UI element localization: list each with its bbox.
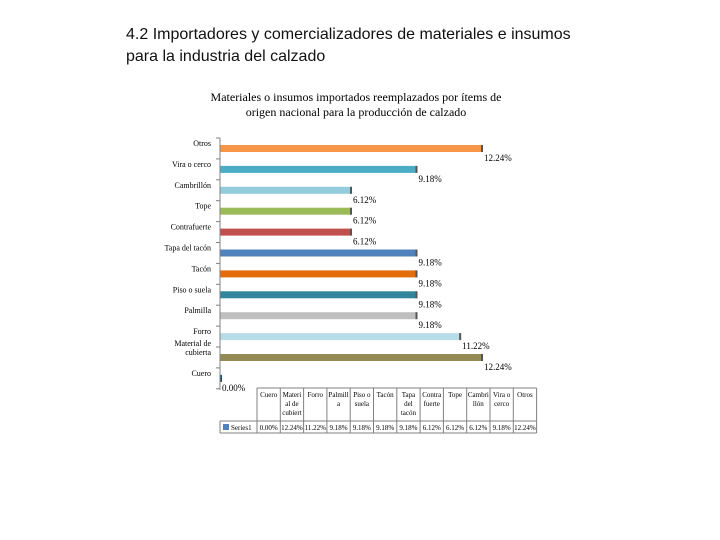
table-value-4: 9.18% <box>352 424 371 432</box>
bar-tac-n <box>220 270 417 277</box>
bars <box>220 145 483 382</box>
category-label-tac-n: Tacón <box>191 264 211 274</box>
category-label-piso-o-suela: Piso o suela <box>172 285 211 295</box>
table-value-8: 6.12% <box>446 424 465 432</box>
table-header-6-1: del <box>404 400 413 408</box>
bar-piso-o-suela <box>220 291 417 298</box>
bar-otros <box>220 145 482 152</box>
bar-end-piso-o-suela <box>416 291 418 298</box>
table-value-9: 6.12% <box>469 424 488 432</box>
table-header-9-1: llón <box>472 400 484 408</box>
table-header-7-0: Contra <box>422 391 442 399</box>
table-header-3-1: a <box>336 400 341 408</box>
bar-contrafuerte <box>220 229 351 236</box>
category-label-tapa-del-tac-n: Tapa del tacón <box>164 243 211 253</box>
value-label-otros: 12.24% <box>484 153 512 163</box>
table-value-10: 9.18% <box>492 424 511 432</box>
bar-end-contrafuerte <box>350 229 352 236</box>
table-value-7: 6.12% <box>422 424 441 432</box>
table-header-10-0: Vira o <box>493 391 511 399</box>
category-label-cuero: Cuero <box>191 368 211 378</box>
category-label-otros: Otros <box>193 139 211 148</box>
chart-title <box>211 90 502 119</box>
value-label-material-de-cubierta: 12.24% <box>484 362 512 372</box>
category-label-palmilla: Palmilla <box>184 306 211 316</box>
value-label-contrafuerte: 6.12% <box>353 236 377 247</box>
bar-end-palmilla <box>416 312 418 319</box>
data-table <box>220 388 537 433</box>
category-label-tope: Tope <box>195 201 211 211</box>
table-value-6: 9.18% <box>399 424 418 432</box>
legend-key <box>223 424 229 430</box>
table-header-5-0: Tacón <box>376 391 394 399</box>
table-header-11-0: Otros <box>517 391 533 399</box>
bar-material-de-cubierta <box>220 354 482 361</box>
table-value-11: 12.24% <box>514 424 536 432</box>
bar-palmilla <box>220 312 417 319</box>
table-header-2-0: Forro <box>307 391 324 399</box>
category-label-material-de-cubierta-2: cubierta <box>185 348 211 357</box>
table-header-8-0: Tope <box>448 391 463 399</box>
value-label-cuero: 0.00% <box>222 382 246 393</box>
page-heading-line-2: para la industria del calzado <box>126 48 326 65</box>
table-value-0: 0.00% <box>259 424 278 432</box>
bar-vira-o-cerco <box>220 166 417 173</box>
table-header-6-2: tacón <box>400 409 417 417</box>
chart-title-line-1: Materiales o insumos importados reemplazados por ítems de <box>210 90 502 104</box>
category-labels <box>164 139 211 378</box>
value-label-tac-n: 9.18% <box>418 278 442 289</box>
table-header-1-0: Materi <box>282 391 302 399</box>
chart-title-line-2: origen nacional para la producción de calzado <box>245 105 467 119</box>
table-header-1-2: cubiert <box>282 409 302 417</box>
bar-end-vira-o-cerco <box>416 166 418 173</box>
table-header-9-0: Cambri <box>467 391 489 399</box>
page-heading-line-1: 4.2 Importadores y comercializadores de materiales e insumos <box>126 26 571 43</box>
bar-end-cambrill-n <box>350 187 352 194</box>
bar-end-tapa-del-tac-n <box>416 250 418 257</box>
category-label-forro: Forro <box>193 327 211 337</box>
value-label-tope: 6.12% <box>353 215 377 226</box>
bar-end-material-de-cubierta <box>481 354 483 361</box>
value-label-forro: 11.22% <box>462 341 490 352</box>
value-label-piso-o-suela: 9.18% <box>418 299 442 310</box>
bar-end-forro <box>459 333 461 340</box>
bar-end-tac-n <box>416 270 418 277</box>
table-header-1-1: al de <box>285 400 299 408</box>
bar-tapa-del-tac-n <box>220 250 417 257</box>
category-axis <box>216 138 220 390</box>
value-label-palmilla: 9.18% <box>418 320 442 331</box>
value-label-tapa-del-tac-n: 9.18% <box>418 257 442 268</box>
table-header-7-1: fuerte <box>423 400 440 408</box>
category-label-vira-o-cerco: Vira o cerco <box>171 159 211 169</box>
table-value-1: 12.24% <box>281 424 303 432</box>
category-label-material-de-cubierta-1: Material de <box>174 339 211 348</box>
table-header-0-0: Cuero <box>260 391 278 399</box>
table-header-4-0: Piso o <box>353 391 371 399</box>
table-value-2: 11.22% <box>304 424 326 432</box>
bar-tope <box>220 208 351 215</box>
table-header-6-0: Tapa <box>401 391 416 399</box>
table-value-5: 9.18% <box>376 424 395 432</box>
table-value-3: 9.18% <box>329 424 348 432</box>
category-label-cambrill-n: Cambrillón <box>174 180 211 190</box>
bar-end-otros <box>481 145 483 152</box>
table-header-4-1: suela <box>354 400 370 408</box>
bar-forro <box>220 333 460 340</box>
value-label-cambrill-n: 6.12% <box>353 194 377 205</box>
category-label-contrafuerte: Contrafuerte <box>170 222 211 232</box>
table-header-10-1: cerco <box>494 400 510 408</box>
bar-cambrill-n <box>220 187 351 194</box>
bar-end-tope <box>350 208 352 215</box>
table-header-3-0: Palmill <box>328 391 349 399</box>
value-label-vira-o-cerco: 9.18% <box>418 173 442 184</box>
legend-series-name: Series1 <box>231 424 252 432</box>
